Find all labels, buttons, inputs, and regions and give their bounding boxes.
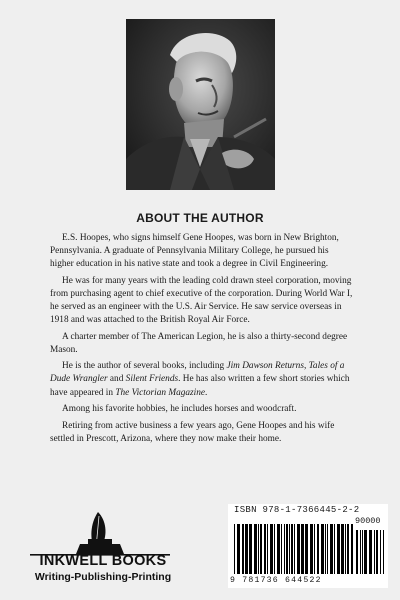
author-biography <box>50 232 353 449</box>
price-code: 90000 <box>355 516 381 526</box>
barcode-bar <box>383 530 384 574</box>
book-title: Jim Dawson Returns <box>226 361 304 372</box>
barcode-bar <box>267 524 268 574</box>
barcode-bar <box>310 524 313 574</box>
barcode-bar <box>360 530 361 574</box>
barcode-bar <box>380 530 381 574</box>
bio-text: . <box>205 387 208 398</box>
barcode-bar <box>369 530 372 574</box>
book-title: Silent Friends <box>125 374 179 385</box>
barcode-bar <box>337 524 340 574</box>
barcode-bar <box>351 524 353 574</box>
bio-text: He is the author of several books, including <box>62 361 227 372</box>
bio-paragraph <box>50 420 353 446</box>
barcode-bar <box>258 524 259 574</box>
author-photo <box>126 19 275 190</box>
bio-paragraph <box>50 360 353 399</box>
barcode-bar <box>341 524 344 574</box>
barcode-bar <box>321 524 324 574</box>
barcode-bar <box>277 524 280 574</box>
ean-barcode-bars <box>234 524 354 574</box>
publisher-logo <box>20 508 180 588</box>
barcode-bar <box>249 524 252 574</box>
book-title: Tales of a Dude Wrangler <box>50 361 345 385</box>
bio-text: E.S. Hoopes, who signs himself Gene Hoopes, was born in New Brighton, Pennsylvania. A graduate of Pennsylvania Military College, he pursued his higher education in his native state and took a degree in Civil Engineering. <box>50 233 339 270</box>
barcode-bar <box>364 530 367 574</box>
barcode-bar <box>347 524 349 574</box>
barcode-bar <box>281 524 282 574</box>
bio-text: A charter member of The American Legion, he is also a thirty-second degree Mason. <box>50 331 348 355</box>
bio-paragraph <box>50 403 353 416</box>
barcode-bar <box>245 524 248 574</box>
barcode-bar <box>297 524 300 574</box>
barcode-bar <box>374 530 375 574</box>
ean-digits: 9 781736 644522 <box>230 576 322 585</box>
bio-paragraph <box>50 232 353 271</box>
quill-pen-inkwell-icon <box>20 508 180 556</box>
bio-text: . He has also written a few short stories which have appeared in <box>50 374 350 398</box>
price-addon-bars <box>356 530 386 574</box>
barcode-bar <box>264 524 266 574</box>
barcode-bar <box>286 524 288 574</box>
barcode-bar <box>254 524 257 574</box>
barcode-bar <box>325 524 326 574</box>
barcode-bar <box>291 524 293 574</box>
barcode-bar <box>270 524 273 574</box>
bio-paragraph <box>50 331 353 357</box>
barcode-bar <box>274 524 275 574</box>
barcode-bar <box>314 524 315 574</box>
publisher-tagline: Writing-Publishing-Printing <box>34 571 172 583</box>
barcode-bar <box>317 524 319 574</box>
isbn-barcode <box>228 504 388 588</box>
isbn-label: ISBN 978-1-7366445-2-2 <box>234 505 360 515</box>
barcode-bar <box>301 524 304 574</box>
barcode-bar <box>289 524 290 574</box>
barcode-bar <box>237 524 240 574</box>
barcode-bar <box>327 524 328 574</box>
barcode-bar <box>376 530 378 574</box>
bio-text: Among his favorite hobbies, he includes horses and woodcraft. <box>62 404 297 415</box>
bio-text: He was for many years with the leading cold drawn steel corporation, moving from purchasing agent to chief executive of the corporation. During World War I, he served as an engineer with the U.S. Air Service. He saw service overseas in 1918 and was attached to the British Royal Air Force. <box>50 275 353 326</box>
barcode-bar <box>284 524 285 574</box>
bio-paragraph <box>50 275 353 327</box>
barcode-bar <box>234 524 235 574</box>
about-author-heading: ABOUT THE AUTHOR <box>136 211 264 225</box>
bio-text: and <box>107 374 126 385</box>
bio-text: , <box>303 361 309 372</box>
bio-text: Retiring from active business a few years ago, Gene Hoopes and his wife settled in Prescott, Arizona, where they now make their home. <box>50 420 335 444</box>
barcode-bar <box>242 524 244 574</box>
barcode-bar <box>305 524 308 574</box>
barcode-bar <box>330 524 333 574</box>
barcode-bar <box>294 524 295 574</box>
publisher-name: INKWELL BOOKS <box>39 553 167 569</box>
barcode-bar <box>345 524 346 574</box>
barcode-bar <box>260 524 262 574</box>
barcode-bar <box>356 530 358 574</box>
barcode-bar <box>334 524 335 574</box>
author-portrait-image <box>126 19 275 190</box>
book-title: The Victorian Magazine <box>115 387 205 398</box>
barcode-bar <box>362 530 363 574</box>
